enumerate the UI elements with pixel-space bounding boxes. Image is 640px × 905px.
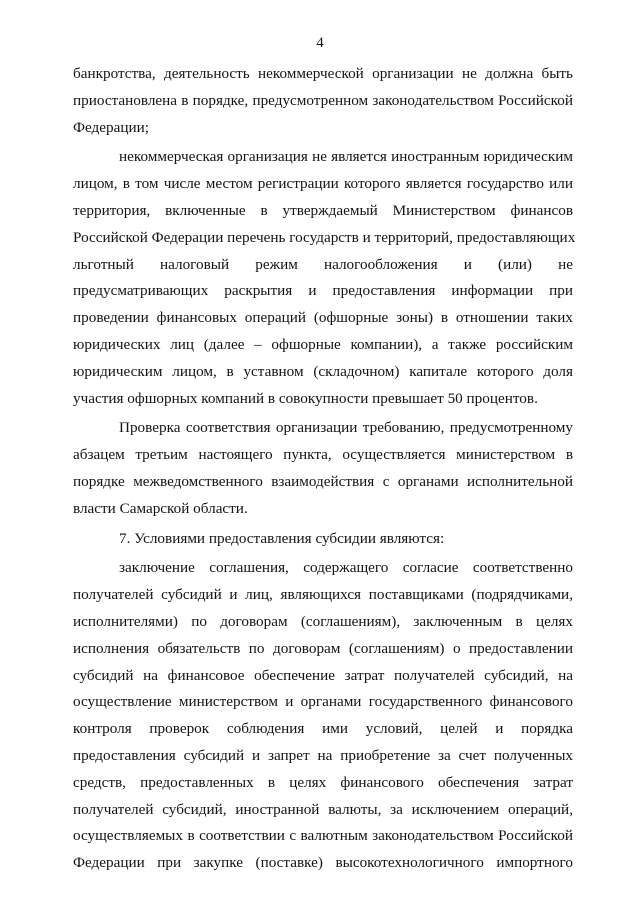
text-line: исполнителями) по договорам (соглашениям), заключенным в целях bbox=[73, 612, 573, 630]
text-line: юридическим лицом, в уставном (складочном) капитале которого доля bbox=[73, 362, 573, 380]
text-line: проведении финансовых операций (офшорные зоны) в отношении таких bbox=[73, 309, 573, 327]
text-line: юридических лиц (далее – офшорные компании), а также российским bbox=[73, 335, 573, 353]
text-line: предоставления субсидий и запрет на приобретение за счет полученных bbox=[73, 746, 573, 764]
text-line: 7. Условиями предоставления субсидии являются: bbox=[119, 529, 445, 547]
text-line: порядке межведомственного взаимодействия с органами исполнительной bbox=[73, 472, 573, 490]
text-line: осуществление министерством и органами государственного финансового bbox=[73, 693, 573, 711]
text-line: получателей субсидий, иностранной валюты, за исключением операций, bbox=[73, 800, 573, 818]
text-line: предусматривающих раскрытия и предоставления информации при bbox=[73, 282, 573, 300]
text-line: приостановлена в порядке, предусмотренном законодательством Российской bbox=[73, 91, 573, 109]
text-line: лицом, в том числе местом регистрации которого является государство или bbox=[73, 175, 573, 193]
page-number: 4 bbox=[316, 35, 324, 51]
text-line: банкротства, деятельность некоммерческой организации не должна быть bbox=[73, 65, 573, 82]
text-line: льготный налоговый режим налогообложения и (или) не bbox=[73, 255, 573, 273]
text-line: заключение соглашения, содержащего согласие соответственно bbox=[119, 559, 573, 577]
document-body bbox=[73, 61, 576, 877]
text-line: средств, предоставленных в целях финансового обеспечения затрат bbox=[73, 773, 573, 791]
text-line: Федерации при закупке (поставке) высокотехнологичного импортного bbox=[73, 854, 573, 872]
text-line: получателей субсидий и лиц, являющихся поставщиками (подрядчиками, bbox=[73, 586, 573, 604]
text-line: власти Самарской области. bbox=[73, 499, 248, 517]
text-line: Проверка соответствия организации требованию, предусмотренному bbox=[119, 419, 573, 437]
text-line: абзацем третьим настоящего пункта, осуществляется министерством в bbox=[73, 446, 573, 464]
text-line: Федерации; bbox=[73, 118, 149, 136]
text-line: субсидий на финансовое обеспечение затрат получателей субсидий, на bbox=[73, 666, 573, 684]
text-line: исполнения обязательств по договорам (соглашениям) о предоставлении bbox=[73, 639, 573, 657]
text-line: территория, включенные в утверждаемый Министерством финансов bbox=[73, 201, 573, 219]
text-line: Российской Федерации перечень государств и территорий, предоставляющих bbox=[73, 228, 576, 246]
text-line: контроля проверок соблюдения ими условий, целей и порядка bbox=[73, 720, 573, 738]
text-line: некоммерческая организация не является иностранным юридическим bbox=[119, 148, 573, 166]
text-line: осуществляемых в соответствии с валютным законодательством Российской bbox=[73, 827, 573, 845]
text-line: участия офшорных компаний в совокупности превышает 50 процентов. bbox=[73, 389, 538, 407]
